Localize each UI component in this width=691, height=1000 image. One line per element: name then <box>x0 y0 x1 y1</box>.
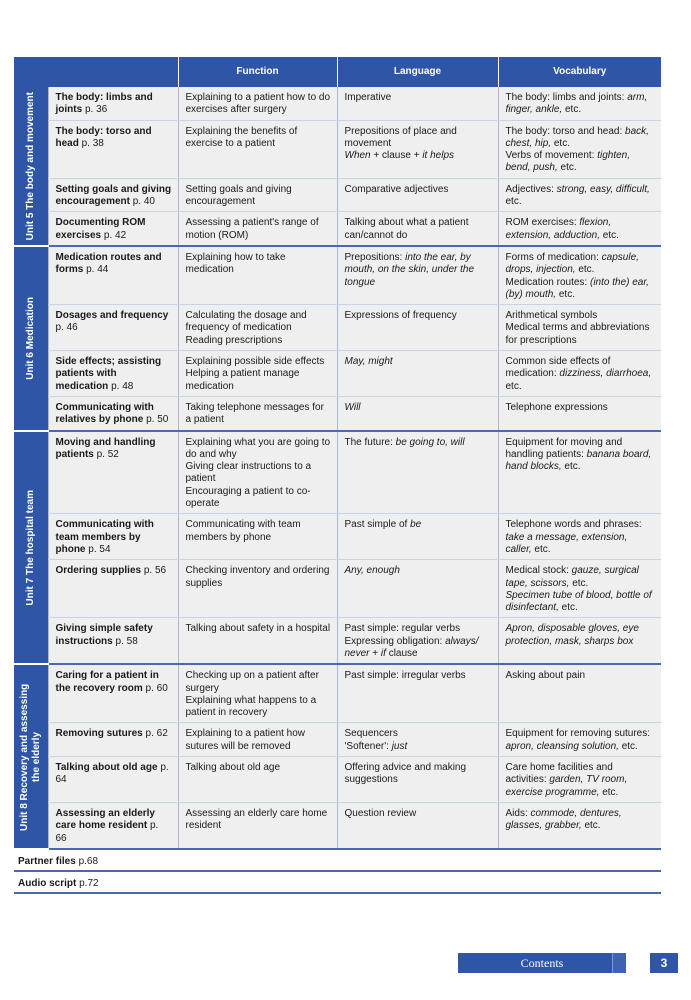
language-line <box>345 356 492 368</box>
vocabulary-line <box>506 322 656 347</box>
vocabulary-line <box>506 252 656 277</box>
language-cell <box>337 514 498 560</box>
lesson-page: p. 50 <box>146 414 169 426</box>
text-segment: Explaining to a patient how sutures will be removed <box>185 728 306 752</box>
lesson-cell <box>48 664 178 723</box>
text-segment: Past simple of <box>344 519 411 531</box>
text-segment: Talking about safety in a hospital <box>185 623 331 635</box>
table-row <box>14 305 661 351</box>
text-segment: The body: limbs and joints: <box>505 92 628 103</box>
vocabulary-cell <box>498 246 661 305</box>
text-segment: Taking telephone messages for a patient <box>185 401 324 426</box>
lesson-page: p. 54 <box>88 543 111 555</box>
table-row <box>14 723 661 757</box>
language-cell <box>337 120 498 178</box>
lesson-title: The body: torso and head <box>55 125 152 149</box>
text-segment: Sequencers <box>344 728 398 740</box>
lesson-page: p. 38 <box>81 137 104 149</box>
text-segment: flexion, extension, adduction, <box>505 217 612 241</box>
lesson-title: Moving and handling patients <box>55 436 156 460</box>
text-segment: etc. <box>557 162 577 174</box>
text-segment: just <box>391 740 408 752</box>
function-cell <box>178 431 337 514</box>
language-line <box>345 184 492 196</box>
text-segment: be going to, will <box>395 436 465 448</box>
vocabulary-line <box>506 126 656 151</box>
unit-label: Unit 7 The hospital team <box>24 489 36 606</box>
vocabulary-line <box>506 217 656 242</box>
text-segment: Explaining how to take medication <box>185 251 286 276</box>
table-row <box>14 757 661 803</box>
language-cell <box>337 802 498 848</box>
language-line <box>345 252 492 289</box>
text-segment: etc. <box>599 786 619 798</box>
language-cell <box>337 396 498 430</box>
lesson-title: Talking about old age <box>55 762 158 774</box>
language-cell <box>337 305 498 351</box>
text-segment: Adjectives: <box>505 183 557 195</box>
function-line <box>186 126 331 151</box>
function-line <box>186 252 331 277</box>
text-segment: if <box>380 647 386 659</box>
function-cell <box>178 87 337 120</box>
table-row <box>14 618 661 664</box>
language-line <box>345 762 492 787</box>
text-segment: Prepositions of place and movement <box>344 125 457 149</box>
language-line <box>345 126 492 151</box>
language-line <box>345 310 492 322</box>
lesson-page: p. 58 <box>115 635 138 647</box>
function-line <box>186 728 331 753</box>
lesson-cell <box>48 246 178 305</box>
text-segment: The future: <box>344 436 396 448</box>
text-segment: Checking inventory and ordering supplies <box>185 565 330 589</box>
text-segment: When <box>344 150 371 162</box>
vocabulary-cell <box>498 802 661 848</box>
text-segment: Assessing a patient's range of motion (ROM) <box>185 217 319 241</box>
text-segment: back, chest, hip, <box>505 125 649 149</box>
language-cell <box>337 431 498 514</box>
table-row <box>14 178 661 212</box>
function-line <box>186 461 331 486</box>
text-segment: Asking about pain <box>505 670 586 682</box>
lesson-page: p. 56 <box>143 565 167 577</box>
function-line <box>186 519 331 544</box>
text-segment: Talking about what a patient can/cannot do <box>344 217 469 241</box>
function-cell <box>178 246 337 305</box>
text-segment: into the ear, by mouth, on the skin, under the tongue <box>344 251 475 288</box>
lesson-cell <box>48 87 178 120</box>
text-segment: ROM exercises: <box>505 217 580 229</box>
vocabulary-line <box>506 277 656 302</box>
lesson-page: p. 62 <box>145 728 168 740</box>
text-segment: Question review <box>344 807 417 819</box>
vocabulary-line <box>506 808 656 833</box>
lesson-title: Dosages and frequency <box>55 310 169 322</box>
text-segment: Any, enough <box>344 565 400 577</box>
vocabulary-cell <box>498 664 661 723</box>
page-number: 3 <box>650 953 678 973</box>
unit-label-cell <box>14 246 48 431</box>
text-segment: Checking up on a patient after surgery <box>185 670 319 694</box>
text-segment: Past simple: regular verbs <box>344 623 461 635</box>
text-segment: strong, easy, difficult, <box>556 183 650 195</box>
table-row <box>14 396 661 430</box>
extras-title: Partner files <box>18 856 76 867</box>
table-row <box>14 802 661 848</box>
text-segment: Medical terms and abbreviations for prescriptions <box>505 322 650 346</box>
lesson-title: Medication routes and forms <box>55 251 162 276</box>
function-cell <box>178 514 337 560</box>
language-cell <box>337 757 498 803</box>
text-segment: etc. <box>558 602 578 614</box>
contents-footer-tab <box>458 953 626 973</box>
function-cell <box>178 757 337 803</box>
language-line <box>345 402 492 414</box>
lesson-title: Ordering supplies <box>55 565 142 577</box>
vocabulary-cell <box>498 212 661 246</box>
text-segment: Telephone words and phrases: <box>505 519 642 531</box>
language-cell <box>337 560 498 618</box>
text-segment: etc. <box>581 820 601 832</box>
language-cell <box>337 723 498 757</box>
function-cell <box>178 396 337 430</box>
vocabulary-cell <box>498 120 661 178</box>
text-segment: etc. <box>618 740 638 752</box>
text-segment: apron, cleansing solution, <box>505 740 619 752</box>
text-segment: Apron, disposable gloves, eye protection, mask, sharps box <box>505 623 639 647</box>
contents-label: Contents <box>520 956 564 970</box>
language-line <box>345 623 492 635</box>
unit-label-cell <box>14 664 48 849</box>
lesson-title: Setting goals and giving encouragement <box>55 183 172 208</box>
text-segment: Will <box>344 401 361 413</box>
text-segment: Medication routes: <box>505 276 590 288</box>
function-cell <box>178 664 337 723</box>
language-line <box>345 741 492 753</box>
text-segment: etc. <box>562 104 582 116</box>
text-segment: arm, finger, ankle, <box>505 92 648 116</box>
function-cell <box>178 305 337 351</box>
language-line <box>345 728 492 740</box>
vocabulary-cell <box>498 396 661 430</box>
function-cell <box>178 802 337 848</box>
function-line <box>186 402 331 427</box>
language-line <box>345 808 492 820</box>
lesson-page: p. 44 <box>86 264 109 276</box>
text-segment: always/ never <box>344 635 479 659</box>
vocabulary-cell <box>498 87 661 120</box>
text-segment: Offering advice and making suggestions <box>344 762 467 786</box>
text-segment: it helps <box>422 150 455 162</box>
function-line <box>186 670 331 695</box>
lesson-cell <box>48 618 178 664</box>
extras-page: p.72 <box>79 878 99 889</box>
vocabulary-line <box>506 590 656 615</box>
vocabulary-cell <box>498 560 661 618</box>
language-line <box>345 636 492 661</box>
text-segment: dizziness, diarrhoea, <box>559 368 652 380</box>
text-segment: take a message, extension, caller, <box>505 531 628 555</box>
text-segment: Equipment for moving and handling patients: <box>505 436 623 460</box>
text-segment: Expressions of frequency <box>344 310 457 322</box>
text-segment: etc. <box>505 380 522 392</box>
vocabulary-cell <box>498 351 661 397</box>
vocabulary-line <box>506 519 656 556</box>
vocabulary-line <box>506 623 656 648</box>
function-line <box>186 217 331 242</box>
text-segment: (into the) ear, (by) mouth, <box>505 276 649 300</box>
lesson-title: Removing sutures <box>55 728 143 740</box>
function-line <box>186 762 331 774</box>
lesson-title: Documenting ROM exercises <box>55 217 146 241</box>
text-segment: + clause + <box>370 150 423 162</box>
text-segment: Past simple: irregular verbs <box>344 670 466 682</box>
text-segment: 'Softener': <box>344 740 392 752</box>
text-segment: Helping a patient manage medication <box>185 368 300 392</box>
lesson-page: p. 46 <box>55 322 78 334</box>
vocabulary-line <box>506 310 656 322</box>
lesson-cell <box>48 757 178 803</box>
function-line <box>186 310 331 335</box>
function-cell <box>178 178 337 212</box>
language-cell <box>337 246 498 305</box>
text-segment: etc. <box>505 196 522 208</box>
lesson-title: Communicating with relatives by phone <box>55 401 154 426</box>
table-body <box>14 87 661 849</box>
text-segment: capsule, drops, injection, <box>505 251 639 276</box>
lesson-cell <box>48 396 178 430</box>
text-segment: May, might <box>344 356 393 368</box>
language-line <box>345 217 492 242</box>
lesson-cell <box>48 560 178 618</box>
language-line <box>345 670 492 682</box>
text-segment: commode, dentures, glasses, grabber, <box>505 807 622 832</box>
function-cell <box>178 560 337 618</box>
unit-label-cell <box>14 431 48 665</box>
text-segment: Explaining possible side effects <box>185 356 325 368</box>
function-line <box>186 335 331 347</box>
lesson-cell <box>48 305 178 351</box>
text-segment: Care home facilities and activities: <box>505 762 613 786</box>
table-row <box>14 431 661 514</box>
vocabulary-cell <box>498 514 661 560</box>
lesson-cell <box>48 723 178 757</box>
lesson-cell <box>48 802 178 848</box>
text-segment: Equipment for removing sutures: <box>505 728 651 740</box>
text-segment: Assessing an elderly care home resident <box>185 807 328 832</box>
language-cell <box>337 212 498 246</box>
table-row <box>14 514 661 560</box>
lesson-page: p. 66 <box>55 820 159 844</box>
vocabulary-cell <box>498 431 661 514</box>
lesson-page: p. 48 <box>111 380 134 392</box>
text-segment: etc. <box>600 229 619 241</box>
text-segment: banana board, hand blocks, <box>505 448 652 473</box>
table-header-row <box>14 57 661 87</box>
extras-item <box>14 852 661 872</box>
vocabulary-line <box>506 670 656 682</box>
unit-label-cell <box>14 87 48 246</box>
language-cell <box>337 87 498 120</box>
header-language: Language <box>337 57 498 87</box>
vocabulary-cell <box>498 618 661 664</box>
lesson-cell <box>48 212 178 246</box>
vocabulary-cell <box>498 178 661 212</box>
lesson-cell <box>48 431 178 514</box>
text-segment: Arithmetical symbols <box>505 310 598 322</box>
text-segment: Specimen tube of blood, bottle of disinfectant, <box>505 589 652 614</box>
text-segment: clause <box>385 647 418 659</box>
text-segment: Calculating the dosage and frequency of medication <box>185 310 307 334</box>
function-line <box>186 623 331 635</box>
lesson-page: p. 52 <box>96 448 119 460</box>
text-segment: Medical stock: <box>505 565 572 577</box>
text-segment: Explaining the benefits of exercise to a patient <box>185 125 298 149</box>
header-unit-blank <box>14 57 48 87</box>
lesson-cell <box>48 351 178 397</box>
language-cell <box>337 178 498 212</box>
lesson-title: The body: limbs and joints <box>55 92 153 116</box>
lesson-title: Caring for a patient in the recovery room <box>55 670 159 694</box>
table-row <box>14 212 661 246</box>
text-segment: Verbs of movement: <box>505 150 598 162</box>
function-line <box>186 92 331 117</box>
function-line <box>186 808 331 833</box>
lesson-page: p. 36 <box>84 104 108 116</box>
lesson-cell <box>48 120 178 178</box>
text-segment: etc. <box>575 264 595 276</box>
extras-title: Audio script <box>18 878 77 889</box>
text-segment: Prepositions: <box>344 251 406 263</box>
header-function: Function <box>178 57 337 87</box>
language-cell <box>337 618 498 664</box>
function-line <box>186 368 331 393</box>
text-segment: etc. <box>569 577 589 589</box>
text-segment: gauze, surgical tape, scissors, <box>505 565 639 589</box>
vocabulary-line <box>506 437 656 474</box>
vocabulary-line <box>506 150 656 175</box>
function-line <box>186 356 331 368</box>
lesson-title: Assessing an elderly care home resident <box>55 807 155 832</box>
text-segment: Setting goals and giving encouragement <box>185 183 292 208</box>
text-segment: Explaining what you are going to do and why <box>185 436 331 460</box>
vocabulary-line <box>506 728 656 753</box>
function-line <box>186 437 331 462</box>
lesson-title: Giving simple safety instructions <box>55 623 153 647</box>
lesson-cell <box>48 178 178 212</box>
text-segment: garden, TV room, exercise programme, <box>505 774 628 798</box>
table-row <box>14 120 661 178</box>
function-line <box>186 565 331 590</box>
table-row <box>14 560 661 618</box>
unit-label: Unit 6 Medication <box>24 296 36 380</box>
lesson-title: Communicating with team members by phone <box>55 519 154 555</box>
vocabulary-line <box>506 356 656 393</box>
table-row <box>14 664 661 723</box>
text-segment: Explaining to a patient how to do exercises after surgery <box>185 92 331 116</box>
text-segment: Comparative adjectives <box>344 183 449 195</box>
table-row <box>14 246 661 305</box>
header-lesson-blank <box>48 57 178 87</box>
language-cell <box>337 664 498 723</box>
text-segment: Encouraging a patient to co-operate <box>185 485 311 510</box>
table-row <box>14 351 661 397</box>
text-segment: be <box>410 519 422 531</box>
language-cell <box>337 351 498 397</box>
table-row <box>14 87 661 120</box>
vocabulary-line <box>506 565 656 590</box>
text-segment: Forms of medication: <box>505 251 602 263</box>
header-vocabulary: Vocabulary <box>498 57 661 87</box>
text-segment: Common side effects of medication: <box>505 356 611 380</box>
function-line <box>186 486 331 511</box>
text-segment: etc. <box>551 137 570 149</box>
vocabulary-cell <box>498 305 661 351</box>
unit-label: Unit 5 The body and movement <box>24 91 36 241</box>
lesson-page: p. 64 <box>55 762 169 786</box>
language-line <box>345 565 492 577</box>
vocabulary-cell <box>498 723 661 757</box>
lesson-page: p. 60 <box>145 682 168 694</box>
text-segment: etc. <box>531 543 551 555</box>
text-segment: Explaining what happens to a patient in recovery <box>185 694 317 719</box>
text-segment: Expressing obligation: <box>344 635 446 647</box>
function-line <box>186 184 331 209</box>
text-segment: etc. <box>556 288 575 300</box>
function-cell <box>178 212 337 246</box>
vocabulary-line <box>506 402 656 414</box>
vocabulary-cell <box>498 757 661 803</box>
text-segment: Reading prescriptions <box>185 334 283 346</box>
contents-table <box>14 57 661 850</box>
vocabulary-line <box>506 184 656 209</box>
function-cell <box>178 120 337 178</box>
unit-label: Unit 8 Recovery and assessing the elderly <box>18 682 42 831</box>
function-cell <box>178 351 337 397</box>
text-segment: Imperative <box>344 92 392 103</box>
language-line <box>345 92 492 104</box>
function-cell <box>178 618 337 664</box>
lesson-title: Side effects; assisting patients with medication <box>55 356 162 392</box>
text-segment: Communicating with team members by phone <box>185 519 301 543</box>
tab-notch <box>612 953 626 973</box>
text-segment: Talking about old age <box>185 762 281 774</box>
text-segment: Aids: <box>505 807 531 819</box>
text-segment: + <box>369 647 381 659</box>
language-line <box>345 519 492 531</box>
text-segment: Giving clear instructions to a patient <box>185 461 312 485</box>
vocabulary-line <box>506 762 656 799</box>
function-cell <box>178 723 337 757</box>
text-segment: Telephone expressions <box>505 401 608 413</box>
language-line <box>345 150 492 162</box>
language-line <box>345 437 492 449</box>
vocabulary-line <box>506 92 656 117</box>
lesson-page: p. 40 <box>132 196 155 208</box>
text-segment: The body: torso and head: <box>505 125 626 137</box>
lesson-cell <box>48 514 178 560</box>
text-segment: etc. <box>561 461 581 473</box>
lesson-page: p. 42 <box>103 229 127 241</box>
function-line <box>186 695 331 720</box>
extras-item <box>14 874 661 894</box>
text-segment: tighten, bend, push, <box>505 150 631 174</box>
extras-page: p.68 <box>78 856 99 867</box>
